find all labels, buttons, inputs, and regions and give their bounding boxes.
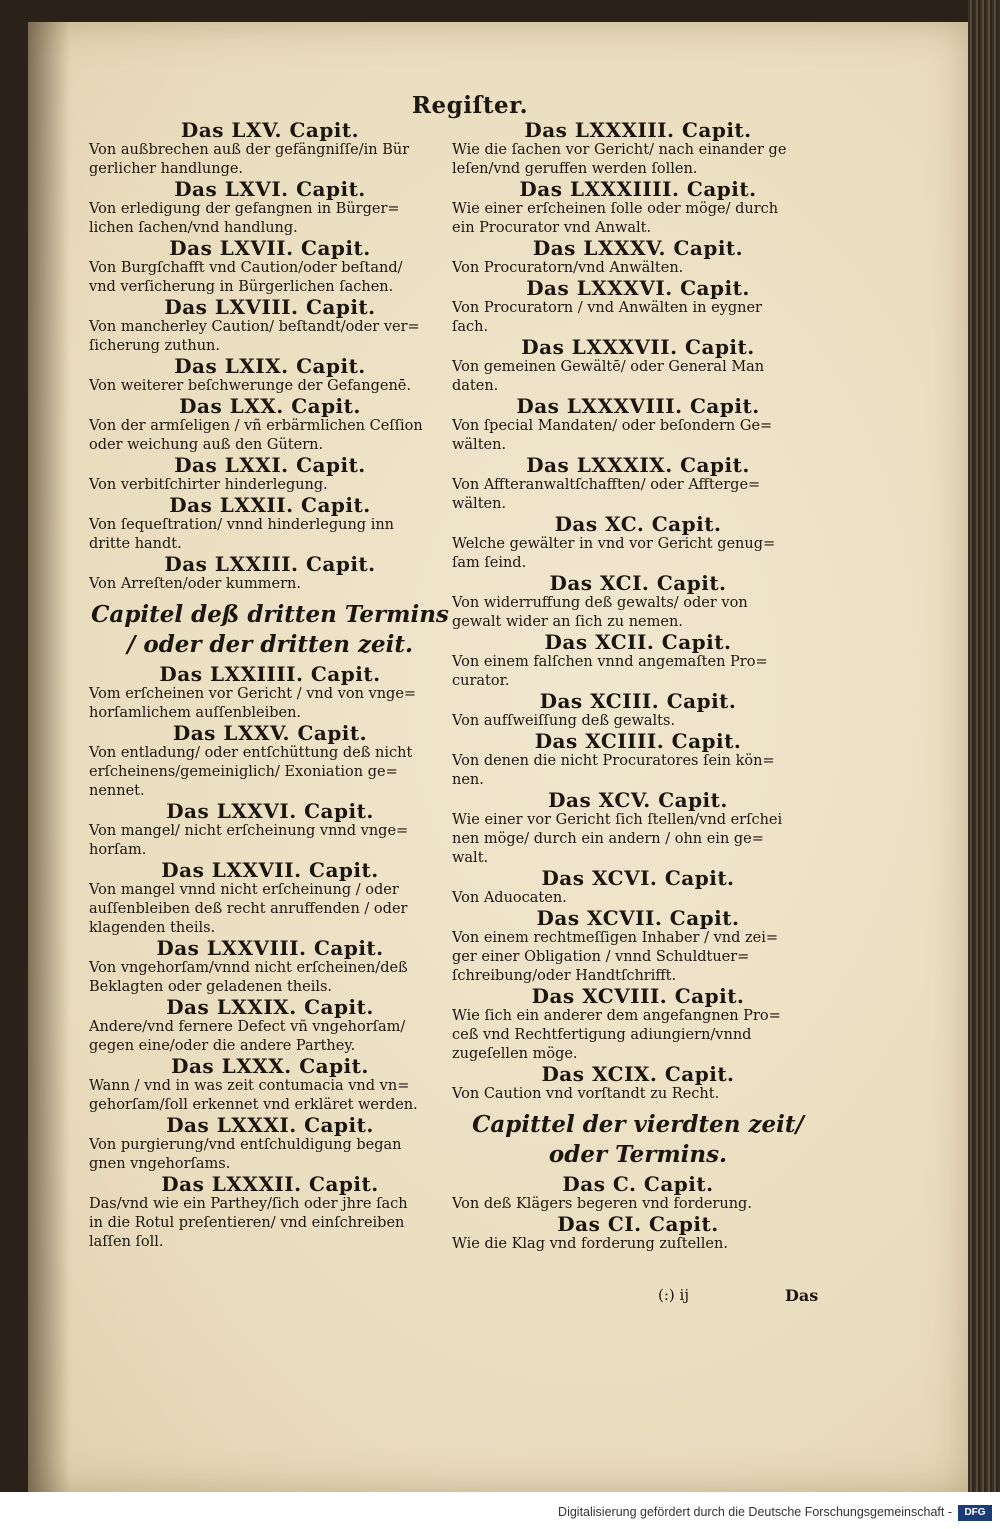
- register-entry: [448, 455, 828, 514]
- chapter-heading: Das XCVIII. Capit.: [531, 984, 745, 1008]
- book-page-edges: [968, 0, 1000, 1500]
- register-entry: [85, 801, 455, 860]
- chapter-description-line: Von außbrechen auß der gefängniſſe/in Bür: [89, 142, 410, 158]
- left-column: [85, 120, 455, 1252]
- chapter-heading: Das LXXXIII. Capit.: [524, 118, 752, 142]
- register-entry: [448, 908, 828, 986]
- register-entry: [85, 723, 455, 801]
- chapter-heading: Das LXXVII. Capit.: [161, 858, 379, 882]
- chapter-description-line: wälten.: [452, 496, 507, 512]
- chapter-description-line: auſſenbleiben deß recht anruffenden / oder: [89, 901, 408, 917]
- catchword: Das: [785, 1286, 819, 1305]
- chapter-description-line: gehorſam/ſoll erkennet vnd erkläret werden.: [89, 1097, 418, 1113]
- chapter-description-line: vnd verſicherung in Bürgerlichen ſachen.: [89, 279, 394, 295]
- chapter-heading: Das XCVI. Capit.: [541, 866, 735, 890]
- chapter-description-line: Von denen die nicht Procuratores ſein kön=: [452, 753, 775, 769]
- chapter-description-line: wälten.: [452, 437, 507, 453]
- register-entry: [85, 1056, 455, 1115]
- chapter-description-line: Von mangel/ nicht erſcheinung vnnd vnge=: [89, 823, 409, 839]
- chapter-heading: Das LXVI. Capit.: [174, 177, 366, 201]
- chapter-description-line: gerlicher handlunge.: [89, 161, 244, 177]
- register-entry: [85, 600, 455, 660]
- chapter-heading: Das XCI. Capit.: [549, 571, 727, 595]
- chapter-description-line: Wann / vnd in was zeit contumacia vnd vn=: [89, 1078, 410, 1094]
- chapter-heading: Das LXX. Capit.: [179, 394, 361, 418]
- register-entry: [85, 554, 455, 594]
- chapter-description-line: Von weiterer beſchwerunge der Gefangenē.: [89, 378, 411, 394]
- chapter-description-line: Wie die ſachen vor Gericht/ nach einander ge: [452, 142, 787, 158]
- chapter-description-line: Von Caution vnd vorſtandt zu Recht.: [452, 1086, 720, 1102]
- register-entry: [85, 120, 455, 179]
- chapter-heading: Das LXXIII. Capit.: [164, 552, 376, 576]
- register-entry: [85, 297, 455, 356]
- chapter-description-line: Von entladung/ oder entſchüttung deß nicht: [89, 745, 413, 761]
- chapter-description-line: Wie einer vor Gericht ſich ſtellen/vnd erſchei: [452, 812, 783, 828]
- chapter-description-line: Von vngehorſam/vnnd nicht erſcheinen/deß: [89, 960, 408, 976]
- chapter-description-line: Vom erſcheinen vor Gericht / vnd von vnge=: [89, 686, 417, 702]
- credit-strip: [0, 1492, 1000, 1529]
- register-entry: [448, 790, 828, 868]
- chapter-heading: Das LXXXII. Capit.: [161, 1172, 379, 1196]
- chapter-description-line: laſſen ſoll.: [89, 1234, 164, 1250]
- chapter-description-line: Von einem falſchen vnnd angemaſten Pro=: [452, 654, 768, 670]
- chapter-description-line: Von aufſweiſſung deß gewalts.: [452, 713, 676, 729]
- register-entry: [448, 573, 828, 632]
- right-column: [448, 120, 828, 1254]
- register-entry: [448, 278, 828, 337]
- register-entry: [448, 731, 828, 790]
- chapter-description-line: ger einer Obligation / vnnd Schuldtuer=: [452, 949, 750, 965]
- register-entry: [448, 632, 828, 691]
- register-entry: [448, 120, 828, 179]
- register-entry: [85, 1115, 455, 1174]
- chapter-heading: Das LXXII. Capit.: [169, 493, 371, 517]
- chapter-heading: Das XCIII. Capit.: [539, 689, 737, 713]
- chapter-description-line: horſamlichem auſſenbleiben.: [89, 705, 302, 721]
- register-entry: [448, 1214, 828, 1254]
- register-entry: [448, 396, 828, 455]
- chapter-description-line: Von einem rechtmeſſigen Inhaber / vnd zei=: [452, 930, 779, 946]
- register-entry: [448, 337, 828, 396]
- section-heading: Capittel der vierdten zeit/ oder Termins.: [472, 1111, 804, 1168]
- chapter-heading: Das LXXXV. Capit.: [532, 236, 744, 260]
- chapter-heading: Das LXVII. Capit.: [169, 236, 371, 260]
- chapter-description-line: Von der armſeligen / vñ erbärmlichen Ceſſion: [89, 418, 423, 434]
- chapter-description-line: Von Affteranwaltſchafften/ oder Afftergе=: [452, 477, 761, 493]
- chapter-description-line: walt.: [452, 850, 489, 866]
- page-gutter-shadow: [28, 22, 70, 1492]
- chapter-heading: Das XCV. Capit.: [548, 788, 728, 812]
- chapter-heading: Das LXXX. Capit.: [171, 1054, 369, 1078]
- chapter-heading: Das LXXIIII. Capit.: [159, 662, 381, 686]
- chapter-description-line: Von mangel vnnd nicht erſcheinung / oder: [89, 882, 399, 898]
- chapter-heading: Das LXXI. Capit.: [174, 453, 366, 477]
- chapter-description-line: gegen eine/oder die andere Parthey.: [89, 1038, 356, 1054]
- chapter-description-line: ein Procurator vnd Anwalt.: [452, 220, 652, 236]
- chapter-description-line: Von erledigung der gefangnen in Bürger=: [89, 201, 400, 217]
- register-entry: [85, 860, 455, 938]
- chapter-description-line: lichen ſachen/vnd handlung.: [89, 220, 298, 236]
- chapter-description-line: klagenden theils.: [89, 920, 216, 936]
- register-entry: [448, 238, 828, 278]
- chapter-heading: Das C. Capit.: [562, 1172, 714, 1196]
- chapter-description-line: curator.: [452, 673, 510, 689]
- signature-mark: (:) ij: [658, 1286, 689, 1304]
- chapter-description-line: ſach.: [452, 319, 489, 335]
- chapter-heading: Das LXXXVI. Capit.: [526, 276, 750, 300]
- chapter-description-line: ſam ſeind.: [452, 555, 527, 571]
- chapter-description-line: Wie ſich ein anderer dem angefangnen Pro=: [452, 1008, 781, 1024]
- chapter-description-line: horſam.: [89, 842, 147, 858]
- chapter-heading: Das XCIX. Capit.: [541, 1062, 735, 1086]
- chapter-description-line: oder weichung auß den Gütern.: [89, 437, 324, 453]
- register-entry: [85, 455, 455, 495]
- chapter-heading: Das XC. Capit.: [554, 512, 722, 536]
- dfg-logo: DFG: [958, 1505, 992, 1521]
- chapter-description-line: Wie die Klag vnd forderung zuſtellen.: [452, 1236, 728, 1252]
- chapter-heading: Das LXV. Capit.: [180, 118, 360, 142]
- register-entry: [85, 1174, 455, 1252]
- chapter-description-line: Von Arreſten/oder kummern.: [89, 576, 301, 592]
- credit-line: Digitalisierung gefördert durch die Deutsche Forschungsgemeinschaft -: [558, 1505, 952, 1519]
- chapter-heading: Das XCVII. Capit.: [536, 906, 740, 930]
- register-entry: [85, 179, 455, 238]
- chapter-description-line: daten.: [452, 378, 499, 394]
- chapter-description-line: Wie einer erſcheinen ſolle oder möge/ durch: [452, 201, 779, 217]
- chapter-description-line: gewalt wider an ſich zu nemen.: [452, 614, 683, 630]
- chapter-heading: Das LXXVI. Capit.: [166, 799, 374, 823]
- chapter-heading: Das XCIIII. Capit.: [534, 729, 742, 753]
- register-entry: [85, 664, 455, 723]
- chapter-description-line: erſcheinens/gemeiniglich/ Exoniation ge=: [89, 764, 398, 780]
- chapter-heading: Das LXXXVIII. Capit.: [516, 394, 760, 418]
- chapter-heading: Das LXXVIII. Capit.: [156, 936, 384, 960]
- chapter-description-line: Von gemeinen Gewältē/ oder General Man: [452, 359, 765, 375]
- register-entry: [85, 238, 455, 297]
- chapter-description-line: Von mancherley Caution/ beſtandt/oder ver=: [89, 319, 420, 335]
- chapter-description-line: Von Procuratorn/vnd Anwälten.: [452, 260, 684, 276]
- register-entry: [448, 986, 828, 1064]
- chapter-heading: Das XCII. Capit.: [544, 630, 732, 654]
- chapter-description-line: Welche gewälter in vnd vor Gericht genug=: [452, 536, 776, 552]
- chapter-description-line: Von deß Klägers begeren vnd forderung.: [452, 1196, 752, 1212]
- chapter-description-line: Von Aduocaten.: [452, 890, 567, 906]
- register-entry: [85, 997, 455, 1056]
- register-entry: [448, 1064, 828, 1104]
- chapter-description-line: ceß vnd Rechtfertigung adiungiern/vnnd: [452, 1027, 752, 1043]
- chapter-description-line: nennet.: [89, 783, 145, 799]
- register-entry: [448, 691, 828, 731]
- section-heading: Capitel deß dritten Termins / oder der dritten zeit.: [91, 601, 449, 658]
- register-entry: [85, 396, 455, 455]
- chapter-description-line: zugeſellen möge.: [452, 1046, 578, 1062]
- register-entry: [448, 514, 828, 573]
- chapter-heading: Das LXXXVII. Capit.: [521, 335, 755, 359]
- chapter-heading: Das LXVIII. Capit.: [164, 295, 376, 319]
- chapter-description-line: Von ſequeſtration/ vnnd hinderlegung inn: [89, 517, 395, 533]
- chapter-description-line: Das/vnd wie ein Parthey/ſich oder jhre ſach: [89, 1196, 408, 1212]
- chapter-description-line: dritte handt.: [89, 536, 182, 552]
- chapter-description-line: ſchreibung/oder Handtſchrifft.: [452, 968, 677, 984]
- register-entry: [448, 1174, 828, 1214]
- chapter-description-line: Andere/vnd fernere Defect vñ vngehorſam/: [89, 1019, 406, 1035]
- register-entry: [448, 179, 828, 238]
- register-entry: [448, 1110, 828, 1170]
- chapter-heading: Das CI. Capit.: [557, 1212, 719, 1236]
- chapter-description-line: nen.: [452, 772, 484, 788]
- chapter-description-line: Von purgierung/vnd entſchuldigung began: [89, 1137, 402, 1153]
- register-entry: [85, 938, 455, 997]
- chapter-description-line: nen möge/ durch ein andern / ohn ein ge=: [452, 831, 764, 847]
- chapter-heading: Das LXIX. Capit.: [174, 354, 366, 378]
- running-head: Regiſter.: [411, 92, 529, 119]
- chapter-description-line: in die Rotul preſentieren/ vnd einſchreiben: [89, 1215, 405, 1231]
- register-entry: [85, 356, 455, 396]
- chapter-heading: Das LXXXIX. Capit.: [526, 453, 750, 477]
- chapter-heading: Das LXXXI. Capit.: [166, 1113, 374, 1137]
- register-entry: [85, 495, 455, 554]
- chapter-description-line: Von ſpecial Mandaten/ oder beſondern Ge=: [452, 418, 773, 434]
- chapter-description-line: Beklagten oder geladenen theils.: [89, 979, 333, 995]
- chapter-heading: Das LXXV. Capit.: [172, 721, 368, 745]
- chapter-description-line: Von Burgſchafft vnd Caution/oder beſtand/: [89, 260, 403, 276]
- chapter-description-line: ſicherung zuthun.: [89, 338, 220, 354]
- chapter-heading: Das LXXIX. Capit.: [166, 995, 374, 1019]
- chapter-description-line: Von Procuratorn / vnd Anwälten in eygner: [452, 300, 762, 316]
- chapter-heading: Das LXXXIIII. Capit.: [519, 177, 757, 201]
- chapter-description-line: leſen/vnd geruffen werden ſollen.: [452, 161, 698, 177]
- chapter-description-line: gnen vngehorſams.: [89, 1156, 231, 1172]
- chapter-description-line: Von widerruffung deß gewalts/ oder von: [452, 595, 748, 611]
- chapter-description-line: Von verbitſchirter hinderlegung.: [89, 477, 328, 493]
- register-entry: [448, 868, 828, 908]
